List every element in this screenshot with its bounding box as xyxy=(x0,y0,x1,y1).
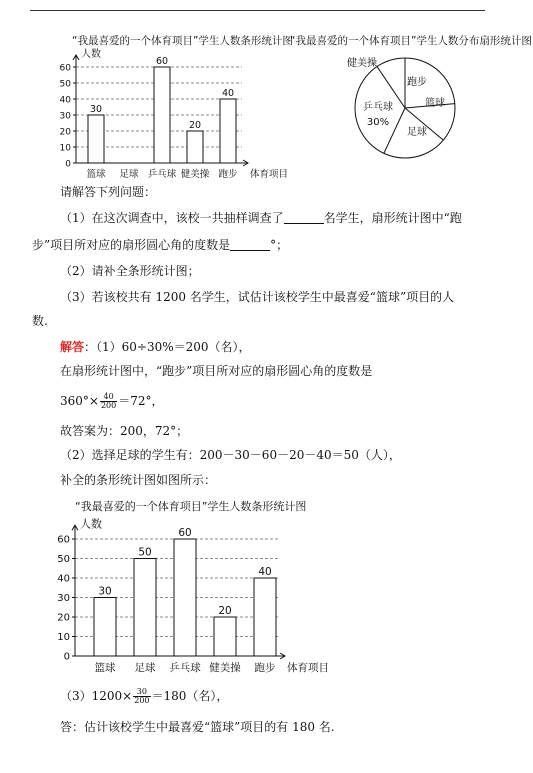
question-1-part-c: 步”项目所对应的扇形圆心角的度数是 xyxy=(32,238,231,252)
answer-line-4: 故答案为：200，72°； xyxy=(60,424,189,438)
pie-label: 篮球 xyxy=(425,98,445,109)
bar-value-label: 50 xyxy=(138,546,152,559)
question-2: （2）请补全条形统计图； xyxy=(60,264,200,278)
y-tick-label: 50 xyxy=(57,554,70,565)
y-tick-label: 10 xyxy=(59,143,71,154)
y-axis-label: 人数 xyxy=(81,49,101,60)
bar-value-label: 40 xyxy=(221,88,235,99)
bar-value-label: 60 xyxy=(155,56,169,67)
y-tick-label: 60 xyxy=(59,63,71,74)
pie-label: 足球 xyxy=(407,127,427,138)
answer-3-post: ＝72°， xyxy=(118,394,164,408)
bar-value-label: 60 xyxy=(178,527,192,539)
bar-chart-1-title: “我最喜爱的一个体育项目”学生人数条形统计图 xyxy=(72,35,293,47)
answer-7-post: ＝180（名）， xyxy=(151,689,229,703)
answer-7-pre: （3）1200× xyxy=(60,689,133,703)
answer-label: 解答 xyxy=(60,340,85,354)
bar xyxy=(134,559,156,657)
x-tick-label: 健美操 xyxy=(209,662,241,674)
y-tick-label: 0 xyxy=(65,159,71,170)
answer-1-text: ：（1）60÷30%＝200（名）， xyxy=(84,340,251,354)
bar-chart-2-title: “我最喜爱的一个体育项目”学生人数条形统计图 xyxy=(75,500,307,513)
answer-line-7 xyxy=(60,684,228,708)
pie-label: 健美操 xyxy=(347,58,377,69)
y-tick-label: 30 xyxy=(57,593,70,604)
y-axis-label: 人数 xyxy=(80,517,102,531)
y-tick-label: 30 xyxy=(59,111,71,122)
answer-3-pre: 360°× xyxy=(60,394,99,408)
x-axis-label: 体育项目 xyxy=(287,662,329,674)
pie-label: 跑步 xyxy=(407,77,427,88)
x-tick-label: 跑步 xyxy=(218,169,238,180)
y-tick-label: 40 xyxy=(57,573,70,585)
pie-annotation: 30% xyxy=(366,117,390,128)
answer-line-5: （2）选择足球的学生有：200－30－60－20－40＝50（人）， xyxy=(60,448,401,462)
x-tick-label: 足球 xyxy=(119,169,139,180)
answer-line-8: 答：估计该校学生中最喜爱“篮球”项目的有 180 名. xyxy=(60,720,335,734)
question-1-part-d: °； xyxy=(270,238,289,252)
pie-label: 乒乓球 xyxy=(363,102,393,113)
question-intro: 请解答下列问题： xyxy=(60,185,157,199)
bar xyxy=(94,598,116,657)
bar-value-label: 30 xyxy=(98,585,112,598)
x-tick-label: 足球 xyxy=(134,662,156,674)
question-3-line-1: （3）若该校共有 1200 名学生，试估计该校学生中最喜爱“篮球”项目的人 xyxy=(60,290,455,304)
x-tick-label: 篮球 xyxy=(86,169,106,180)
bar xyxy=(254,578,276,656)
y-tick-label: 10 xyxy=(57,632,70,643)
bar xyxy=(214,617,236,656)
y-tick-label: 60 xyxy=(57,534,70,546)
x-tick-label: 篮球 xyxy=(94,662,116,674)
fraction-numerator: 40 xyxy=(100,393,117,402)
bar-value-label: 30 xyxy=(89,104,103,115)
answer-line-6: 补全的条形统计图如图所示： xyxy=(60,473,217,487)
x-tick-label: 乒乓球 xyxy=(169,662,201,674)
question-3-line-2: 数. xyxy=(32,314,48,328)
fraction-30-200 xyxy=(133,688,150,705)
answer-line-2: 在扇形统计图中，“跑步”项目所对应的扇形圆心角的度数是 xyxy=(60,364,373,378)
y-tick-label: 20 xyxy=(59,127,71,138)
y-tick-label: 40 xyxy=(59,95,71,106)
bar-value-label: 40 xyxy=(258,566,272,578)
x-tick-label: 跑步 xyxy=(254,662,276,674)
x-axis-label: 体育项目 xyxy=(250,169,289,180)
fraction-denominator: 200 xyxy=(100,401,117,410)
pie-chart-title: “我最喜爱的一个体育项目”学生人数分布扇形统计图 xyxy=(290,35,532,47)
y-tick-label: 20 xyxy=(57,612,70,624)
fraction-denominator: 200 xyxy=(134,696,150,705)
fraction-numerator: 30 xyxy=(133,688,150,697)
y-tick-label: 50 xyxy=(59,79,71,90)
question-1-part-b: 名学生，扇形统计图中“跑 xyxy=(323,211,462,225)
x-tick-label: 健美操 xyxy=(180,169,210,180)
question-1-part-a: （1）在这次调查中，该校一共抽样调查了 xyxy=(60,211,284,225)
bar xyxy=(174,539,196,656)
bar-value-label: 20 xyxy=(218,605,232,617)
x-tick-label: 乒乓球 xyxy=(147,169,177,180)
y-tick-label: 0 xyxy=(63,651,70,663)
bar-value-label: 20 xyxy=(188,120,202,131)
